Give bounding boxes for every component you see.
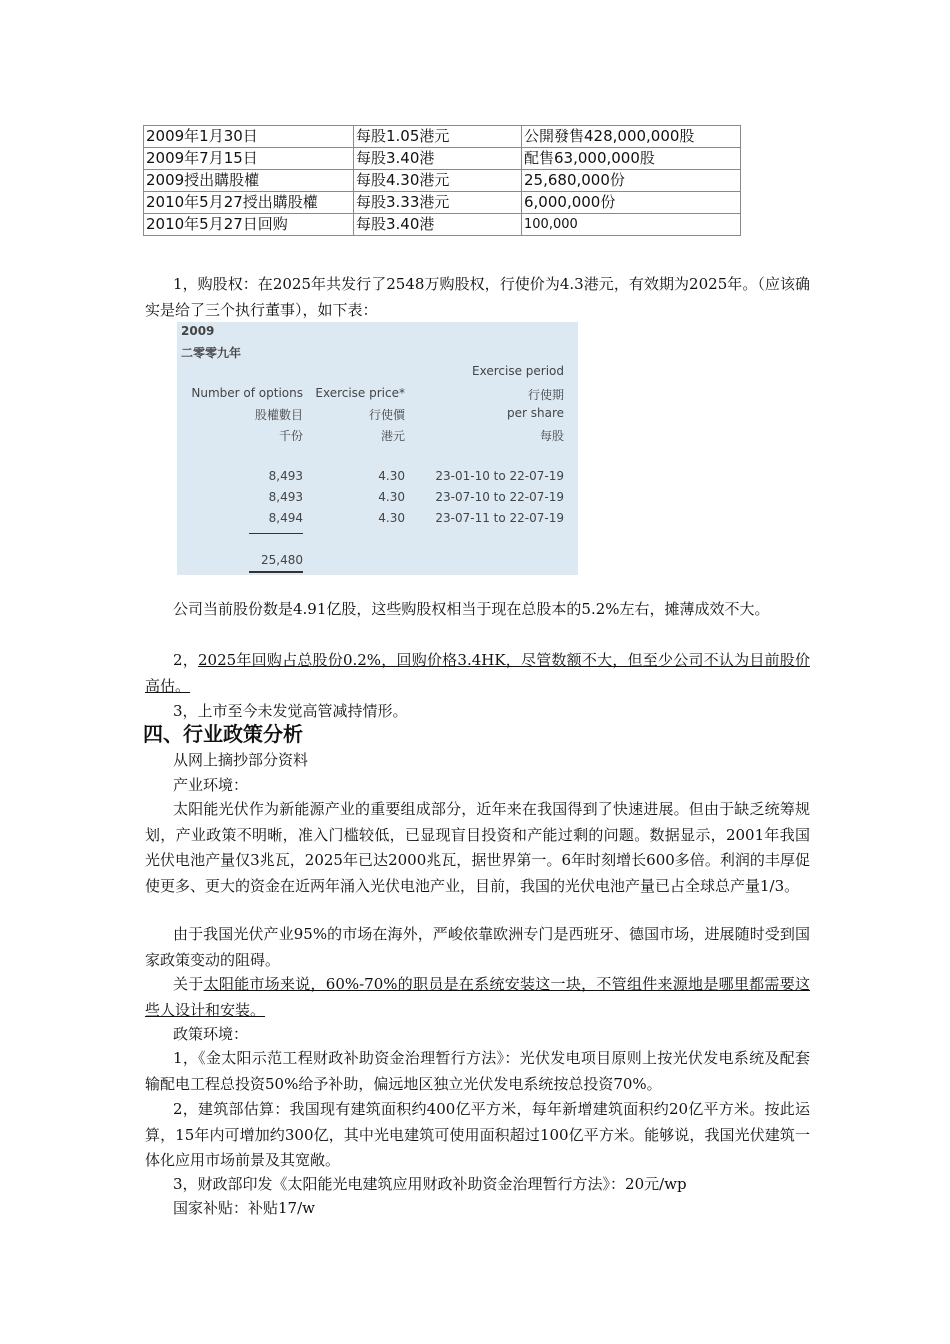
options-row-3-count: 8,494 (268, 511, 303, 525)
header-options-cn: 股權數目 (254, 408, 303, 422)
table-row (144, 214, 741, 236)
table-row (144, 192, 741, 214)
install-underlined-text: 太阳能市场来说，60%-70%的职员是在系统安装这一块，不管组件来源地是哪里都需要这些人设计和安装。 (145, 975, 810, 1019)
policy-3-line: 3，财政部印发《太阳能光电建筑应用财政补助资金治理暂行方法》：20元/wp (173, 1175, 687, 1193)
table-cell: 6,000,000份 (522, 192, 741, 214)
table-row (144, 148, 741, 170)
source-line: 从网上摘抄部分资料 (173, 751, 309, 769)
figure-year: 2009 (181, 324, 215, 338)
table-cell: 2009授出購股權 (144, 170, 354, 192)
subsidy-line: 国家补贴：补贴17/w (173, 1199, 315, 1217)
dilution-paragraph: 公司当前股份数是4.91亿股，这些购股权相当于现在总股本的5.2%左右，摊薄成效不大。 (173, 600, 770, 618)
share-issue-table (143, 125, 741, 236)
table-cell: 每股1.05港元 (354, 126, 522, 148)
buyback-paragraph (145, 648, 810, 699)
export-paragraph: 由于我国光伏产业95%的市场在海外，严峻依靠欧洲专门是西班牙、德国市场，进展随时受到国家政策变动的阻碍。 (145, 925, 810, 969)
buyback-prefix: 2， (173, 651, 198, 669)
table-cell: 2009年7月15日 (144, 148, 354, 170)
table-cell: 2010年5月27日回购 (144, 214, 354, 236)
options-row-2-period: 23-07-10 to 22-07-19 (435, 490, 564, 504)
table-row (144, 126, 741, 148)
table-cell: 25,680,000份 (522, 170, 741, 192)
options-figure (177, 322, 578, 575)
options-row-1-price: 4.30 (378, 469, 405, 483)
header-exercise-price: Exercise price* (315, 386, 405, 400)
total-rule (249, 571, 303, 573)
industry-paragraph: 太阳能光伏作为新能源产业的重要组成部分，近年来在我国得到了快速进展。但由于缺乏统筹规划，产业政策不明晰，准入门槛较低，已显现盲目投资和产能过剩的问题。数据显示，2001年我国光伏电池产量仅3兆瓦，2025年已达2000兆瓦，据世界第一。6年时刻增长600多倍。利润的丰厚促使更多、更大的资金在近两年涌入光伏电池产业，目前，我国的光伏电池产量已占全球总产量1/3。 (145, 800, 810, 895)
table-cell: 每股3.40港 (354, 148, 522, 170)
table-cell: 每股3.33港元 (354, 192, 522, 214)
industry-env-label: 产业环境： (173, 776, 249, 794)
options-total: 25,480 (261, 553, 303, 567)
header-per-share-cn: 每股 (539, 429, 564, 443)
table-cell: 公開發售428,000,000股 (522, 126, 741, 148)
options-row-1-period: 23-01-10 to 22-07-19 (435, 469, 564, 483)
policy-2-paragraph: 2，建筑部估算：我国现有建筑面积约400亿平方米，每年新增建筑面积约20亿平方米。按此运算，15年内可增加约300亿，其中光电建筑可使用面积超过100亿平方米。能够说，我国光伏建筑一体化应用市场前景及其宽敞。 (145, 1100, 810, 1169)
section-title: 四、行业政策分析 (143, 722, 303, 746)
header-exercise-period: Exercise period (472, 364, 564, 378)
table-cell: 每股3.40港 (354, 214, 522, 236)
header-exercise-period-cn: 行使期 (527, 388, 564, 402)
options-row-1-count: 8,493 (268, 469, 303, 483)
install-paragraph (145, 972, 810, 1023)
table-cell: 配售63,000,000股 (522, 148, 741, 170)
header-number-of-options: Number of options (191, 386, 303, 400)
table-cell: 每股4.30港元 (354, 170, 522, 192)
table-row (144, 170, 741, 192)
no-reduction-line: 3，上市至今未发觉高管减持情形。 (173, 702, 408, 720)
table-cell: 2009年1月30日 (144, 126, 354, 148)
options-row-3-price: 4.30 (378, 511, 405, 525)
options-row-3-period: 23-07-11 to 22-07-19 (435, 511, 564, 525)
table-cell: 2010年5月27授出購股權 (144, 192, 354, 214)
install-prefix: 关于 (173, 975, 204, 993)
header-price-unit: 港元 (380, 429, 405, 443)
policy-1-paragraph: 1，《金太阳示范工程财政补助资金治理暂行方法》：光伏发电项目原则上按光伏发电系统及配套输配电工程总投资50%给予补助，偏远地区独立光伏发电系统按总投资70%。 (145, 1049, 810, 1093)
header-options-unit: 千份 (278, 429, 303, 443)
table-cell: 100,000 (522, 214, 741, 236)
options-paragraph: 1，购股权：在2025年共发行了2548万购股权，行使价为4.3港元，有效期为2025年。（应该确实是给了三个执行董事），如下表： (145, 275, 810, 319)
policy-env-label: 政策环境： (173, 1025, 249, 1043)
header-price-cn: 行使價 (368, 408, 405, 422)
options-row-2-price: 4.30 (378, 490, 405, 504)
options-row-2-count: 8,493 (268, 490, 303, 504)
header-per-share: per share (506, 406, 564, 420)
subtotal-rule (249, 533, 303, 534)
figure-year-cn: 二零零九年 (181, 346, 242, 360)
buyback-underlined-text: 2025年回购占总股份0.2%，回购价格3.4HK，尽管数额不大，但至少公司不认为目前股价高估。 (145, 651, 810, 695)
